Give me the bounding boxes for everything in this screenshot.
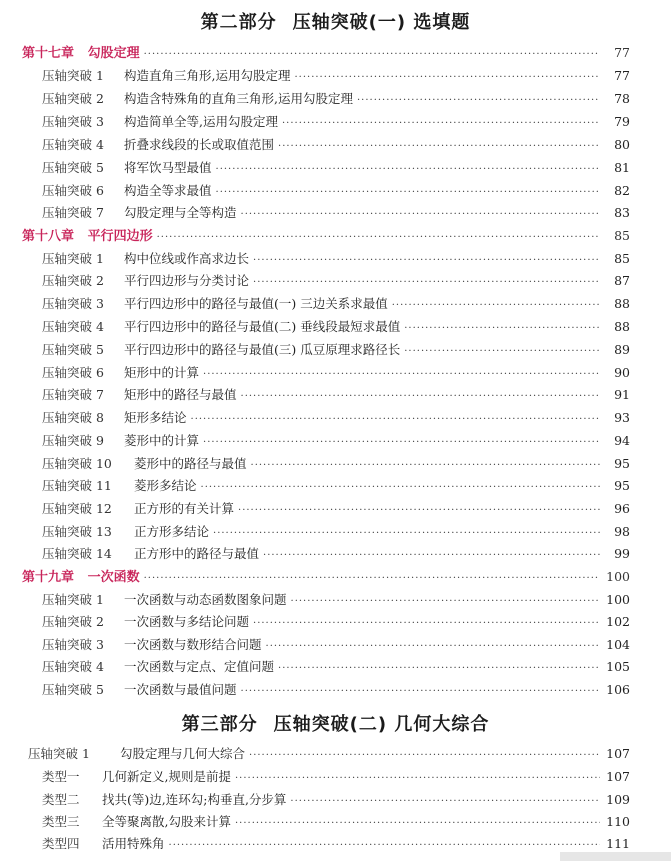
item-text: 平行四边形中的路径与最值(一) 三边关系求最值 — [124, 296, 388, 311]
toc-item[interactable] — [42, 384, 630, 406]
page-number: 110 — [606, 814, 630, 829]
toc-item[interactable] — [42, 270, 630, 292]
item-text: 勾股定理与全等构造 — [124, 205, 237, 220]
item-tag: 压轴突破 1 — [42, 68, 104, 83]
page-number: 107 — [606, 746, 630, 761]
item-tag: 压轴突破 2 — [42, 91, 104, 106]
item-tag: 压轴突破 7 — [42, 387, 104, 402]
item-tag: 压轴突破 2 — [42, 614, 104, 629]
page-number: 106 — [606, 682, 630, 697]
item-tag: 压轴突破 4 — [42, 137, 104, 152]
item-text: 菱形中的计算 — [124, 433, 200, 448]
toc-item[interactable] — [42, 656, 630, 678]
toc-item[interactable] — [42, 521, 630, 543]
page-number: 78 — [614, 91, 630, 106]
page-number: 81 — [614, 160, 630, 175]
item-tag: 压轴突破 12 — [42, 501, 112, 516]
page-number: 111 — [606, 836, 630, 851]
item-tag: 压轴突破 5 — [42, 682, 104, 697]
toc-item[interactable] — [42, 180, 630, 202]
dot-leader — [263, 545, 600, 567]
item-tag: 压轴突破 13 — [42, 524, 112, 539]
item-tag: 压轴突破 6 — [42, 183, 104, 198]
item-text: 平行四边形与分类讨论 — [124, 273, 250, 288]
type-text: 全等聚离散,勾股来计算 — [102, 814, 231, 829]
toc-item[interactable] — [42, 589, 630, 611]
item-tag: 压轴突破 3 — [42, 637, 104, 652]
part3-title-text: 压轴突破(二) 几何大综合 — [273, 714, 490, 735]
page-number: 88 — [614, 296, 630, 311]
page-number: 95 — [614, 478, 630, 493]
page-number: 99 — [614, 546, 630, 561]
dot-leader — [235, 768, 600, 790]
toc-item[interactable] — [42, 407, 630, 429]
item-text: 勾股定理与几何大综合 — [120, 746, 246, 761]
item-tag: 压轴突破 8 — [42, 410, 104, 425]
part2-title-text: 压轴突破(一) 选填题 — [292, 12, 471, 33]
type-tag: 类型二 — [42, 792, 80, 807]
page-number: 107 — [606, 769, 630, 784]
bottom-edge-strip — [560, 852, 671, 861]
type-tag: 类型三 — [42, 814, 80, 829]
page-number: 89 — [614, 342, 630, 357]
page-number: 77 — [614, 68, 630, 83]
page-number: 83 — [614, 205, 630, 220]
dot-leader — [203, 432, 600, 454]
type-text: 活用特殊角 — [102, 836, 165, 851]
dot-leader — [169, 835, 600, 857]
part3-title — [0, 710, 671, 736]
dot-leader — [251, 455, 600, 477]
dot-leader — [291, 591, 600, 613]
toc-item[interactable] — [28, 743, 630, 765]
toc-type-item[interactable] — [42, 766, 630, 788]
toc-item[interactable] — [42, 362, 630, 384]
dot-leader — [404, 318, 600, 340]
toc-type-item[interactable] — [42, 833, 630, 855]
page-number: 85 — [614, 251, 630, 266]
type-tag: 类型四 — [42, 836, 80, 851]
dot-leader — [253, 272, 600, 294]
item-tag: 压轴突破 3 — [42, 296, 104, 311]
part2-title-label: 第二部分 — [200, 12, 277, 33]
dot-leader — [203, 364, 600, 386]
dot-leader — [253, 613, 600, 635]
chapter-name: 一次函数 — [87, 570, 140, 585]
page-number: 100 — [606, 569, 630, 584]
dot-leader — [238, 500, 600, 522]
chapter-label: 第十八章 — [22, 229, 75, 244]
dot-leader — [290, 791, 600, 813]
dot-leader — [266, 636, 600, 658]
dot-leader — [241, 681, 600, 703]
dot-leader — [144, 568, 600, 590]
dot-leader — [201, 477, 600, 499]
dot-leader — [216, 159, 600, 181]
dot-leader — [278, 136, 600, 158]
toc-item[interactable] — [42, 339, 630, 361]
chapter-name: 平行四边形 — [87, 229, 153, 244]
type-text: 几何新定义,规则是前提 — [102, 769, 231, 784]
item-text: 矩形中的计算 — [124, 365, 200, 380]
type-tag: 类型一 — [42, 769, 80, 784]
dot-leader — [235, 813, 600, 835]
dot-leader — [144, 44, 600, 66]
item-text: 一次函数与多结论问题 — [124, 614, 250, 629]
dot-leader — [216, 182, 600, 204]
dot-leader — [249, 745, 600, 767]
page-number: 98 — [614, 524, 630, 539]
item-tag: 压轴突破 1 — [42, 251, 104, 266]
item-text: 菱形多结论 — [134, 478, 197, 493]
toc-item[interactable] — [42, 88, 630, 110]
dot-leader — [241, 204, 600, 226]
item-text: 构造全等求最值 — [124, 183, 212, 198]
page-number: 79 — [614, 114, 630, 129]
page-number: 88 — [614, 319, 630, 334]
toc-item[interactable] — [42, 611, 630, 633]
page-number: 90 — [614, 365, 630, 380]
item-text: 构造简单全等,运用勾股定理 — [124, 114, 278, 129]
toc-item[interactable] — [42, 134, 630, 156]
dot-leader — [157, 227, 600, 249]
item-text: 一次函数与数形结合问题 — [124, 637, 262, 652]
item-text: 构造含特殊角的直角三角形,运用勾股定理 — [124, 91, 353, 106]
toc-item[interactable] — [42, 453, 630, 475]
page-number: 94 — [614, 433, 630, 448]
toc-item[interactable] — [42, 634, 630, 656]
item-text: 一次函数与定点、定值问题 — [124, 659, 275, 674]
item-tag: 压轴突破 10 — [42, 456, 112, 471]
page-number: 109 — [606, 792, 630, 807]
chapter-name: 勾股定理 — [87, 46, 140, 61]
page-number: 104 — [606, 637, 630, 652]
item-tag: 压轴突破 6 — [42, 365, 104, 380]
item-tag: 压轴突破 14 — [42, 546, 112, 561]
toc-type-item[interactable] — [42, 789, 630, 811]
item-tag: 压轴突破 2 — [42, 273, 104, 288]
dot-leader — [253, 250, 600, 272]
dot-leader — [392, 295, 600, 317]
toc-chapter-19[interactable] — [22, 566, 630, 588]
toc-item[interactable] — [42, 248, 630, 270]
toc-item[interactable] — [42, 65, 630, 87]
item-tag: 压轴突破 4 — [42, 659, 104, 674]
toc-item[interactable] — [42, 202, 630, 224]
item-text: 折叠求线段的长或取值范围 — [124, 137, 275, 152]
dot-leader — [191, 409, 600, 431]
dot-leader — [404, 341, 600, 363]
toc-item[interactable] — [42, 293, 630, 315]
toc-item[interactable] — [42, 430, 630, 452]
item-tag: 压轴突破 11 — [42, 478, 112, 493]
item-tag: 压轴突破 4 — [42, 319, 104, 334]
dot-leader — [357, 90, 600, 112]
item-text: 正方形多结论 — [134, 524, 210, 539]
dot-leader — [213, 523, 600, 545]
toc-item[interactable] — [42, 679, 630, 701]
page-number: 95 — [614, 456, 630, 471]
toc-item[interactable] — [42, 316, 630, 338]
toc-item[interactable] — [42, 543, 630, 565]
toc-chapter-18[interactable] — [22, 225, 630, 247]
page-number: 91 — [614, 387, 630, 402]
item-tag: 压轴突破 3 — [42, 114, 104, 129]
part3-title-label: 第三部分 — [181, 714, 258, 735]
item-tag: 压轴突破 7 — [42, 205, 104, 220]
item-text: 一次函数与最值问题 — [124, 682, 237, 697]
item-tag: 压轴突破 1 — [28, 746, 90, 761]
part2-title — [0, 8, 671, 34]
item-text: 矩形中的路径与最值 — [124, 387, 237, 402]
page-number: 85 — [614, 228, 630, 243]
item-text: 矩形多结论 — [124, 410, 187, 425]
page-number: 102 — [606, 614, 630, 629]
item-tag: 压轴突破 5 — [42, 342, 104, 357]
item-text: 正方形的有关计算 — [134, 501, 235, 516]
page-number: 96 — [614, 501, 630, 516]
toc-item[interactable] — [42, 498, 630, 520]
item-tag: 压轴突破 9 — [42, 433, 104, 448]
item-tag: 压轴突破 5 — [42, 160, 104, 175]
toc-chapter-17[interactable] — [22, 42, 630, 64]
item-text: 构中位线或作高求边长 — [124, 251, 250, 266]
chapter-label: 第十七章 — [22, 46, 75, 61]
toc-type-item[interactable] — [42, 811, 630, 833]
page-number: 87 — [614, 273, 630, 288]
toc-item[interactable] — [42, 475, 630, 497]
item-text: 平行四边形中的路径与最值(三) 瓜豆原理求路径长 — [124, 342, 401, 357]
page-number: 77 — [614, 45, 630, 60]
dot-leader — [241, 386, 600, 408]
page-number: 93 — [614, 410, 630, 425]
item-text: 一次函数与动态函数图象问题 — [124, 592, 287, 607]
dot-leader — [294, 67, 600, 89]
page-number: 80 — [614, 137, 630, 152]
page-number: 100 — [606, 592, 630, 607]
item-tag: 压轴突破 1 — [42, 592, 104, 607]
item-text: 将军饮马型最值 — [124, 160, 212, 175]
type-text: 找共(等)边,连环勾;构垂直,分步算 — [102, 792, 287, 807]
page-number: 105 — [606, 659, 630, 674]
chapter-label: 第十九章 — [22, 570, 75, 585]
page-number: 82 — [614, 183, 630, 198]
item-text: 正方形中的路径与最值 — [134, 546, 260, 561]
item-text: 菱形中的路径与最值 — [134, 456, 247, 471]
dot-leader — [278, 658, 600, 680]
item-text: 平行四边形中的路径与最值(二) 垂线段最短求最值 — [124, 319, 401, 334]
toc-item[interactable] — [42, 157, 630, 179]
toc-item[interactable] — [42, 111, 630, 133]
item-text: 构造直角三角形,运用勾股定理 — [124, 68, 291, 83]
dot-leader — [282, 113, 600, 135]
